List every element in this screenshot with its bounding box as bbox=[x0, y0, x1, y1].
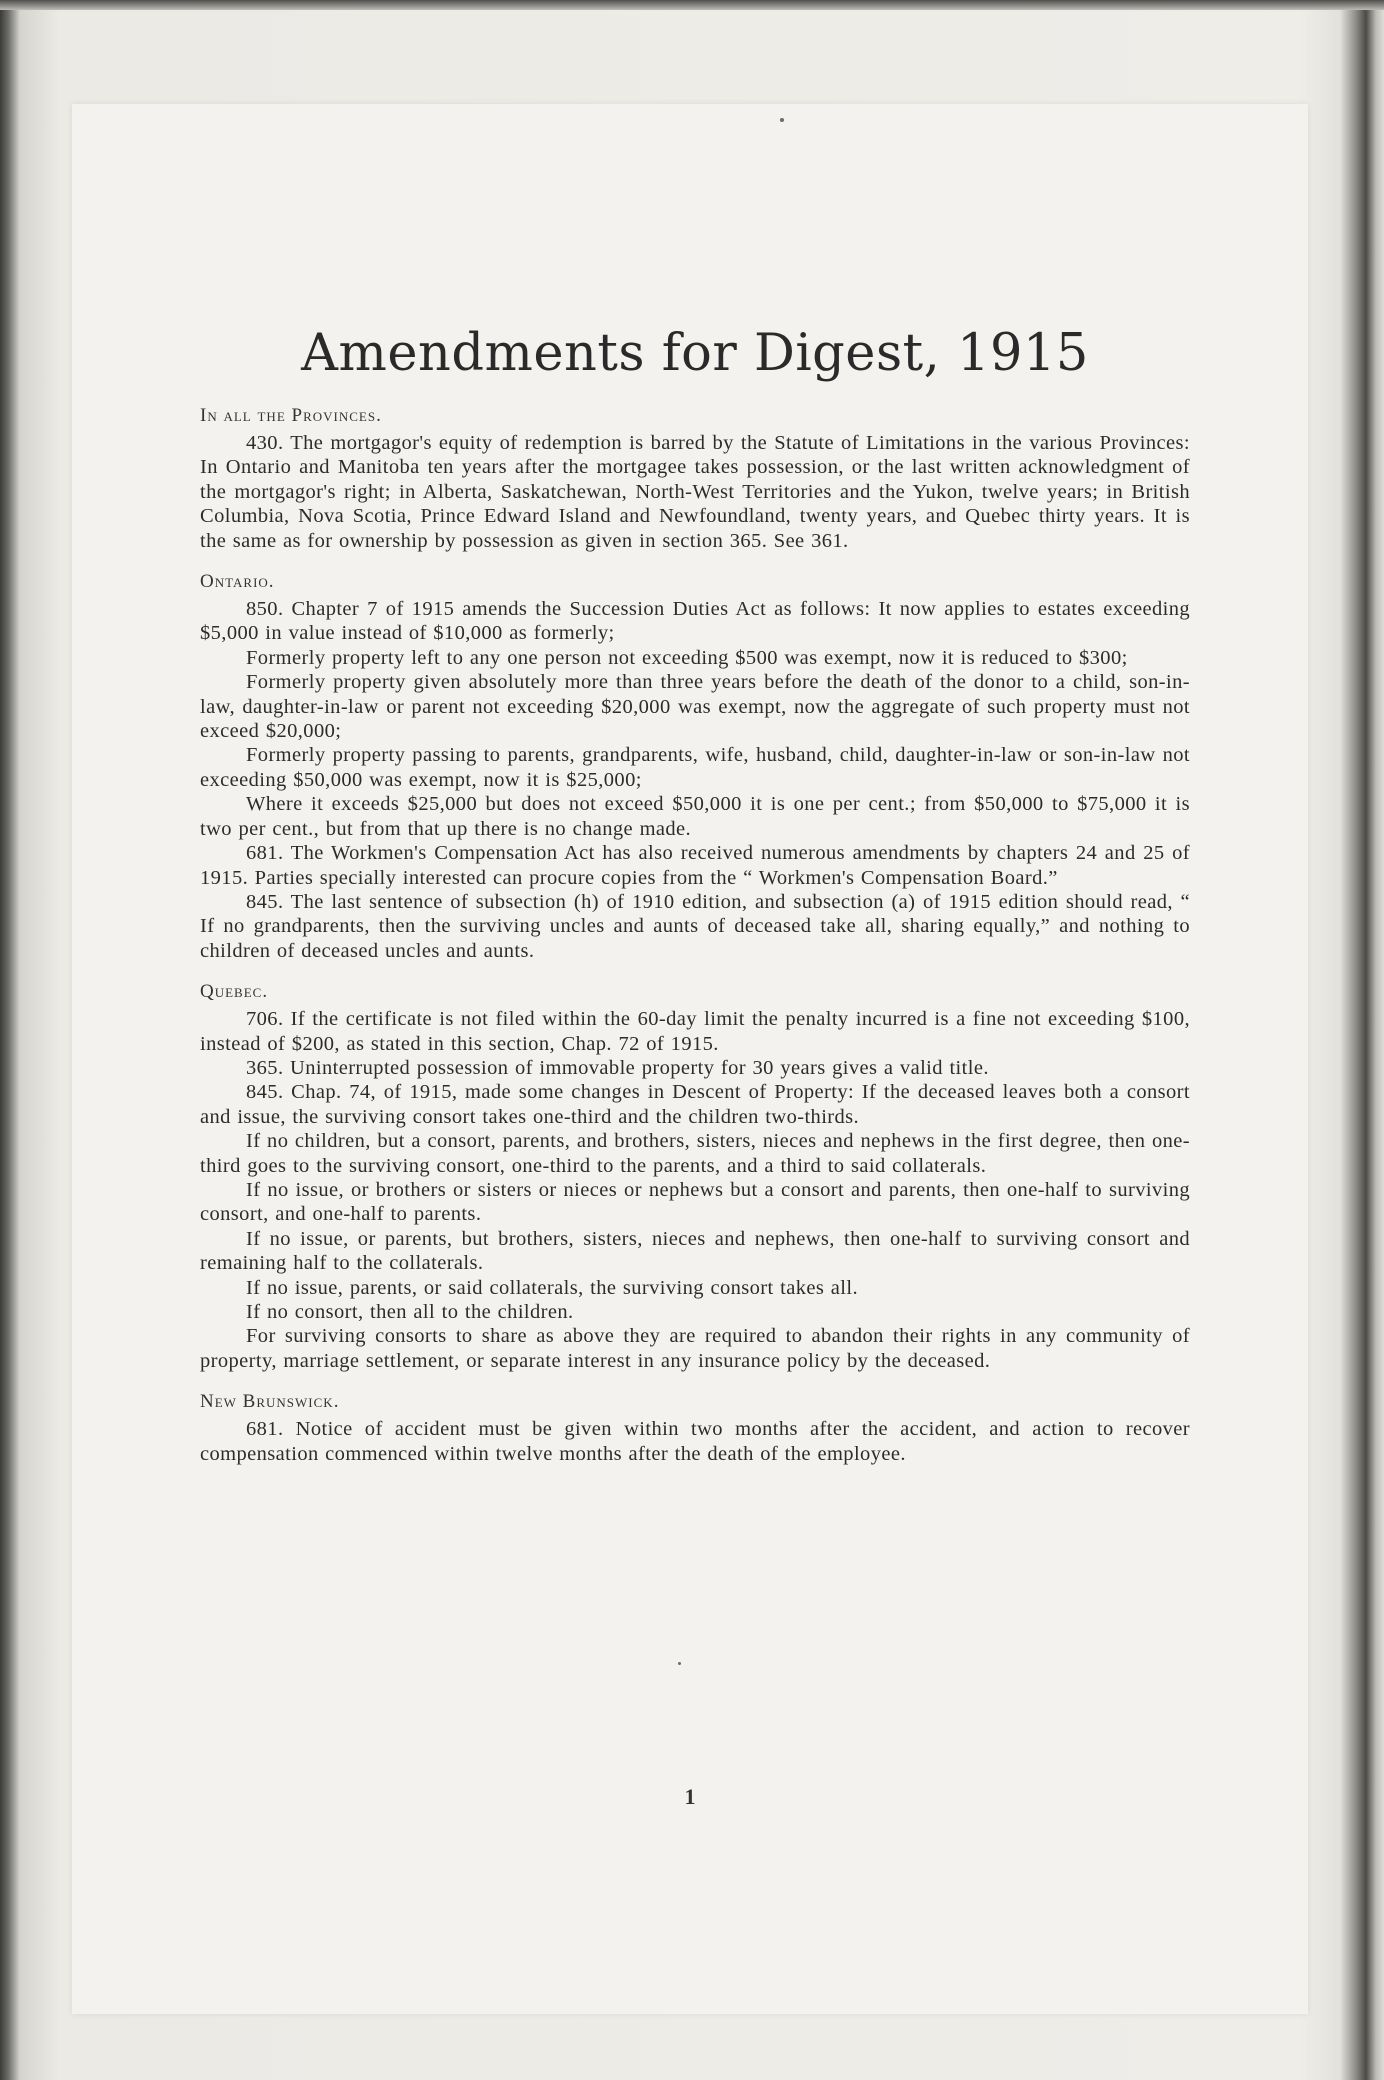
section-quebec bbox=[200, 981, 1190, 1373]
paper-speck bbox=[780, 118, 784, 122]
paragraph: If no issue, or brothers or sisters or nieces or nephews but a consort and parents, then one-half to surviving consort, and one-half to parents. bbox=[200, 1178, 1190, 1226]
page-title: Amendments for Digest, 1915 bbox=[301, 324, 1089, 383]
paragraph: 681. The Workmen's Compensation Act has also received numerous amendments by chapters 24 and 25 of 1915. Parties specially interested can procure copies from the “ Workmen's Compensation Board.” bbox=[200, 842, 1190, 889]
paragraph: For surviving consorts to share as above they are required to abandon their rights in any community of property, marriage settlement, or separate interest in any insurance policy by the deceased. bbox=[200, 1325, 1190, 1372]
paragraph: 845. The last sentence of subsection (h) of 1910 edition, and subsection (a) of 1915 edition should read, “ If no grandparents, then the surviving uncles and aunts of deceased take all, sharing equally,” and nothing to children of deceased uncles and aunts. bbox=[200, 890, 1190, 962]
book-page bbox=[72, 104, 1308, 2014]
paragraph: 706. If the certificate is not filed within the 60-day limit the penalty incurred is a fine not exceeding $100, instead of $200, as stated in this section, Chap. 72 of 1915. bbox=[200, 1008, 1190, 1055]
paragraph: Formerly property given absolutely more than three years before the death of the donor to a child, son-in-law, daughter-in-law or parent not exceeding $20,000 was exempt, now the aggregate of such property must not exceed $20,000; bbox=[200, 671, 1190, 743]
section-new-brunswick bbox=[200, 1391, 1190, 1466]
paragraph: If no children, but a consort, parents, and brothers, sisters, nieces and nephews in the first degree, then one-third goes to the surviving consort, one-third to the parents, and a third to said collaterals. bbox=[200, 1130, 1190, 1177]
page-content bbox=[200, 324, 1190, 1466]
paragraph: If no issue, parents, or said collaterals, the surviving consort takes all. bbox=[246, 1276, 859, 1299]
paragraph: 681. Notice of accident must be given within two months after the accident, and action to recover compensation commenced within twelve months after the death of the employee. bbox=[200, 1418, 1190, 1465]
paragraph: If no issue, or parents, but brothers, sisters, nieces and nephews, then one-half to surviving consort and remaining half to the collaterals. bbox=[200, 1227, 1190, 1275]
paper-speck bbox=[678, 1662, 681, 1665]
paragraph: 850. Chapter 7 of 1915 amends the Succession Duties Act as follows: It now applies to estates exceeding $5,000 in value instead of $10,000 as formerly; bbox=[200, 598, 1190, 645]
section-heading: Quebec. bbox=[200, 981, 269, 1003]
paragraph: 845. Chap. 74, of 1915, made some changes in Descent of Property: If the deceased leaves both a consort and issue, the surviving consort takes one-third and the children two-thirds. bbox=[200, 1081, 1190, 1128]
page-number: 1 bbox=[684, 1784, 696, 1809]
section-heading: New Brunswick. bbox=[200, 1391, 340, 1413]
paragraph: Where it exceeds $25,000 but does not exceed $50,000 it is one per cent.; from $50,000 to $75,000 it is two per cent., but from that up there is no change made. bbox=[200, 793, 1190, 840]
book-top-edge bbox=[0, 0, 1384, 10]
section-heading: Ontario. bbox=[200, 571, 275, 593]
paragraph: 430. The mortgagor's equity of redemption is barred by the Statute of Limitations in the various Provinces: In Ontario and Manitoba ten years after the mortgagee takes possession, or the last written acknowledgment of the mortgagor's right; in Alberta, Saskatchewan, North-West Territories and the Yukon, twelve years; in British Columbia, Nova Scotia, Prince Edward Island and Newfoundland, twenty years, and Quebec thirty years. It is the same as for ownership by possession as given in section 365. See 361. bbox=[200, 432, 1190, 552]
paragraph: 365. Uninterrupted possession of immovable property for 30 years gives a valid title. bbox=[246, 1056, 989, 1079]
section-all-provinces bbox=[200, 405, 1190, 553]
section-heading: In all the Provinces. bbox=[200, 405, 382, 426]
section-ontario bbox=[200, 571, 1190, 963]
paragraph: Formerly property left to any one person not exceeding $500 was exempt, now it is reduced to $300; bbox=[246, 646, 1128, 669]
paragraph: If no consort, then all to the children. bbox=[246, 1301, 574, 1323]
paragraph: Formerly property passing to parents, grandparents, wife, husband, child, daughter-in-law or son-in-law not exceeding $50,000 was exempt, now it is $25,000; bbox=[200, 744, 1190, 791]
